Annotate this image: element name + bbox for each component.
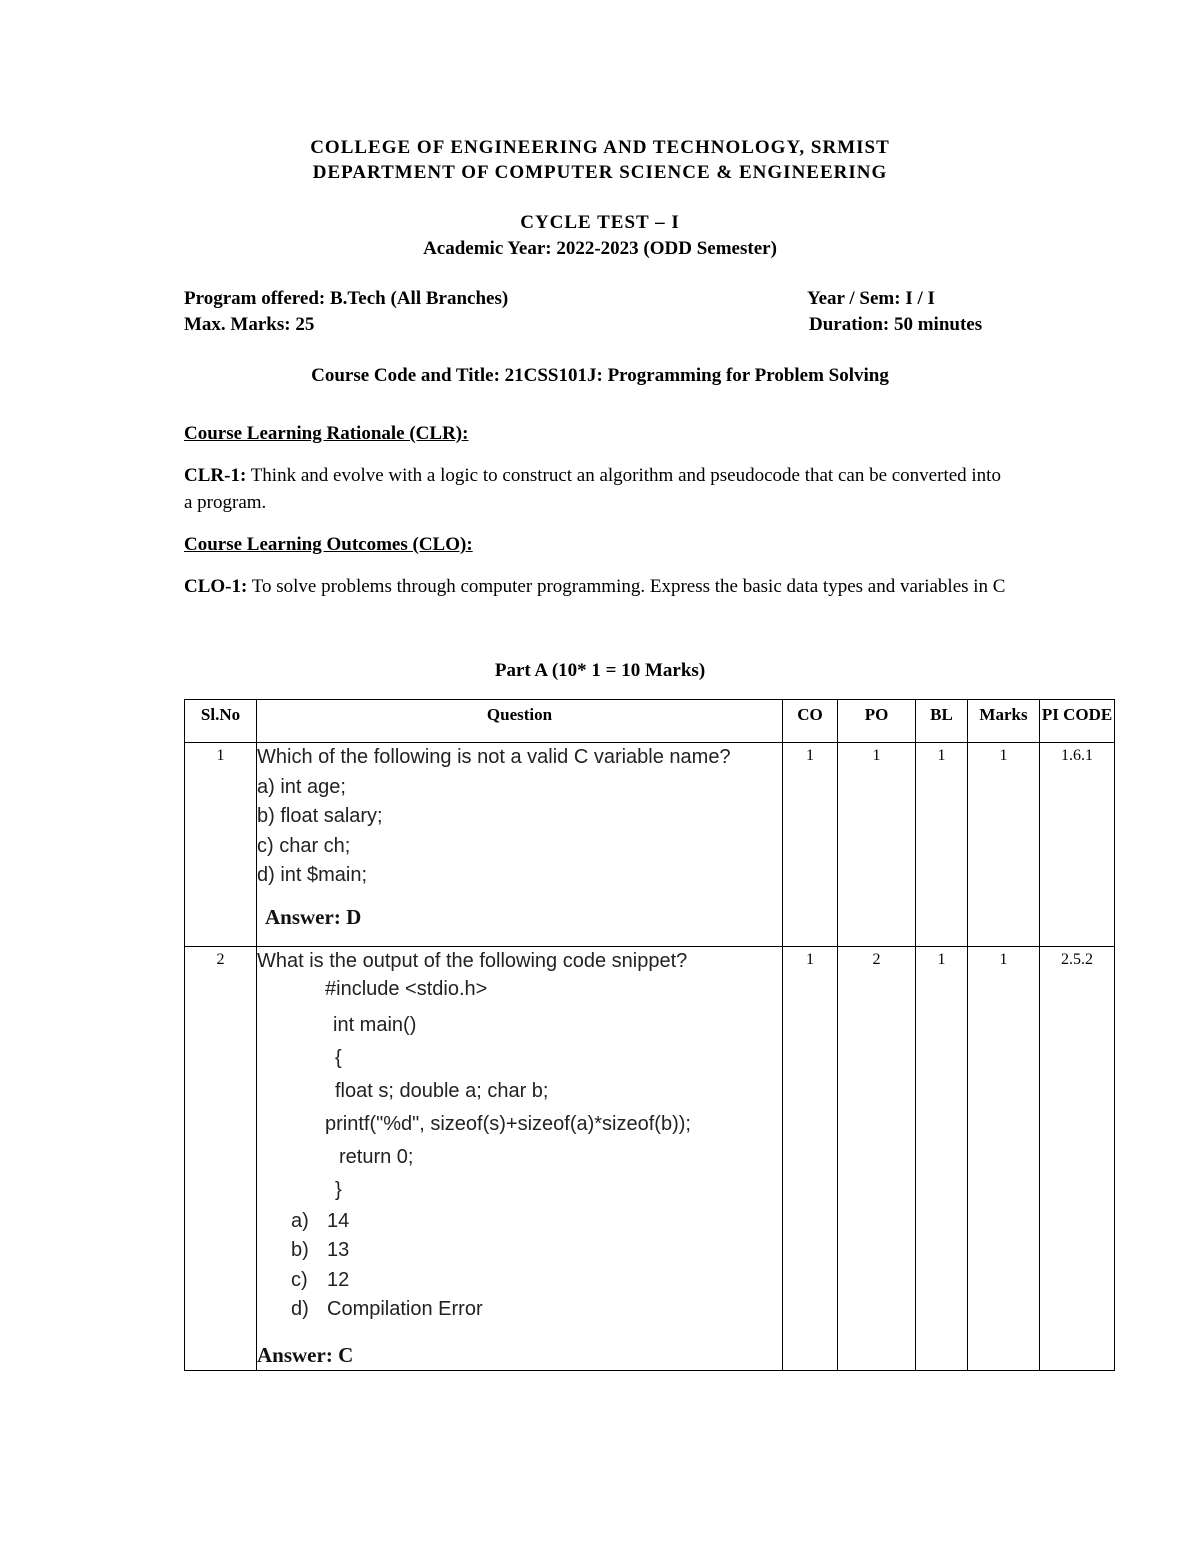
question-cell (257, 743, 783, 947)
option-c: c) 12 (291, 1268, 350, 1291)
option-a: a) int age; (257, 775, 346, 798)
part-a-title: Part A (10* 1 = 10 Marks) (494, 660, 706, 681)
clo-paragraph (184, 573, 1014, 600)
row-sl: 1 (185, 743, 257, 947)
row-pi: 1.6.1 (1040, 743, 1115, 947)
col-pi-code: PI CODE (1040, 700, 1115, 743)
clo-label: CLO-1: (184, 576, 248, 597)
option-d: d) int $main; (257, 864, 368, 886)
option-c: c) char ch; (257, 834, 351, 857)
code-line: int main() (333, 1013, 417, 1036)
clr-label: CLR-1: (184, 465, 247, 486)
row-co: 1 (783, 743, 838, 947)
row-bl: 1 (916, 947, 968, 1371)
col-co: CO (783, 700, 838, 743)
row-co: 1 (783, 947, 838, 1371)
clo-heading: Course Learning Outcomes (CLO): (184, 534, 473, 555)
clo-text: To solve problems through computer programming. Express the basic data types and variables in C (247, 576, 1006, 597)
clr-paragraph (184, 462, 1014, 516)
clr-heading: Course Learning Rationale (CLR): (184, 423, 469, 444)
clr-text: Think and evolve with a logic to construct an algorithm and pseudocode that can be converted into a program. (184, 465, 1001, 513)
table-row (185, 743, 1115, 947)
question-cell (257, 947, 783, 1371)
row-po: 1 (838, 743, 916, 947)
question-table (184, 699, 1115, 1371)
code-line: } (335, 1178, 342, 1201)
college-name: COLLEGE OF ENGINEERING AND TECHNOLOGY, SRMIST (310, 137, 890, 158)
test-title: CYCLE TEST – I (520, 212, 680, 233)
row-bl: 1 (916, 743, 968, 947)
row-marks: 1 (968, 743, 1040, 947)
department-name: DEPARTMENT OF COMPUTER SCIENCE & ENGINEERING (312, 162, 888, 183)
max-marks: Max. Marks: 25 (184, 314, 315, 335)
row-sl: 2 (185, 947, 257, 1371)
option-b: b) float salary; (257, 805, 383, 827)
col-po: PO (838, 700, 916, 743)
answer: Answer: C (257, 1342, 354, 1367)
table-row (185, 947, 1115, 1371)
row-pi: 2.5.2 (1040, 947, 1115, 1371)
duration: Duration: 50 minutes (809, 314, 983, 335)
code-line: float s; double a; char b; (335, 1079, 549, 1102)
row-marks: 1 (968, 947, 1040, 1371)
code-line: printf("%d", sizeof(s)+sizeof(a)*sizeof(b)); (325, 1112, 691, 1135)
table-header-row (185, 700, 1115, 743)
option-b: b) 13 (291, 1239, 350, 1261)
option-d: d) Compilation Error (291, 1298, 483, 1320)
col-marks: Marks (968, 700, 1040, 743)
year-sem: Year / Sem: I / I (807, 288, 935, 309)
col-bl: BL (916, 700, 968, 743)
answer: Answer: D (265, 904, 362, 929)
col-question: Question (257, 700, 783, 743)
row-po: 2 (838, 947, 916, 1371)
code-line: #include <stdio.h> (325, 977, 488, 1000)
course-title: Course Code and Title: 21CSS101J: Programming for Problem Solving (311, 365, 889, 386)
question-text: What is the output of the following code snippet? (257, 950, 688, 972)
code-line: return 0; (339, 1145, 414, 1168)
academic-year: Academic Year: 2022-2023 (ODD Semester) (423, 238, 777, 259)
option-a: a) 14 (291, 1209, 350, 1232)
program-offered: Program offered: B.Tech (All Branches) (184, 288, 509, 309)
question-text: Which of the following is not a valid C variable name? (257, 746, 731, 768)
col-slno: Sl.No (185, 700, 257, 743)
code-line: { (335, 1046, 342, 1069)
